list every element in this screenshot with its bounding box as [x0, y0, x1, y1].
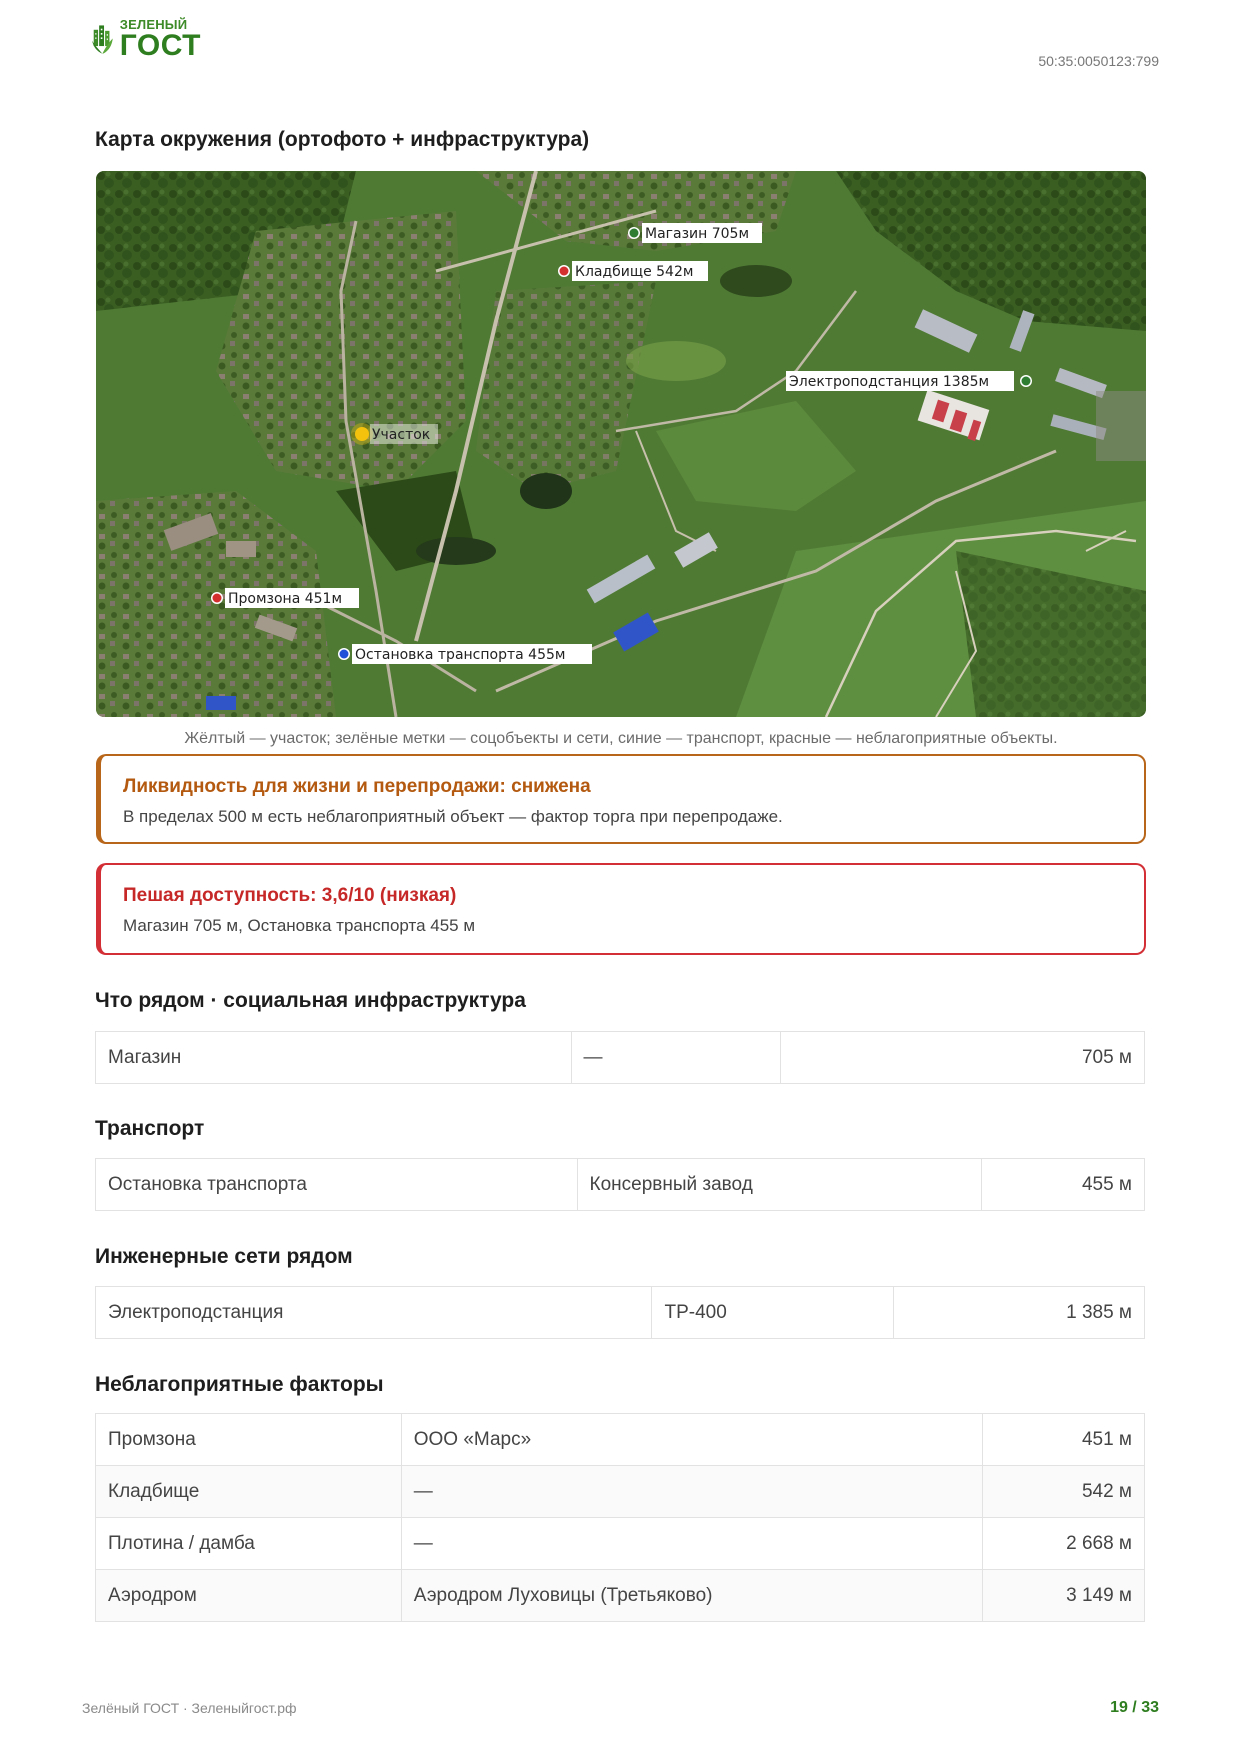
adverse-table — [95, 1413, 1145, 1622]
table-row — [96, 1414, 1145, 1466]
marker-plot[interactable] — [351, 423, 438, 445]
transport-table — [95, 1158, 1145, 1211]
row-detail: — — [401, 1518, 982, 1570]
marker-substation[interactable] — [786, 371, 1032, 391]
row-distance: 705 м — [781, 1032, 1145, 1084]
row-name: Промзона — [96, 1414, 402, 1466]
liquidity-title: Ликвидность для жизни и перепродажи: снижена — [123, 776, 591, 797]
row-detail: — — [401, 1466, 982, 1518]
logo[interactable] — [91, 12, 201, 66]
marker-industrial-zone[interactable] — [211, 588, 359, 608]
marker-transport-stop[interactable] — [338, 644, 592, 664]
marker-label-cemetery: Кладбище 542м — [575, 264, 694, 280]
social-table — [95, 1031, 1145, 1084]
table-row — [96, 1287, 1145, 1339]
row-detail: ТР-400 — [652, 1287, 894, 1339]
row-name: Аэродром — [96, 1570, 402, 1622]
walkability-title: Пешая доступность: 3,6/10 (низкая) — [123, 885, 457, 906]
walkability-callout — [96, 863, 1146, 955]
utilities-table — [95, 1286, 1145, 1339]
marker-label-transport-stop: Остановка транспорта 455м — [355, 647, 566, 663]
table-row — [96, 1518, 1145, 1570]
row-detail: — — [571, 1032, 781, 1084]
social-section-title: Что рядом · социальная инфраструктура — [95, 989, 526, 1012]
building-leaf-icon — [91, 12, 114, 66]
liquidity-text: В пределах 500 м есть неблагоприятный объект — фактор торга при перепродаже. — [123, 807, 783, 826]
row-distance: 3 149 м — [983, 1570, 1145, 1622]
table-row — [96, 1570, 1145, 1622]
row-name: Кладбище — [96, 1466, 402, 1518]
table-row — [96, 1466, 1145, 1518]
walkability-text: Магазин 705 м, Остановка транспорта 455 м — [123, 916, 476, 935]
page-header — [0, 0, 1241, 110]
row-name: Электроподстанция — [96, 1287, 652, 1339]
logo-line1: ЗЕЛЕНЫЙ — [119, 16, 188, 32]
table-row — [96, 1159, 1145, 1211]
orthophoto-map — [96, 171, 1146, 717]
marker-label-substation: Электроподстанция 1385м — [789, 374, 990, 390]
liquidity-callout — [96, 754, 1146, 844]
footer-brand: Зелёный ГОСТ · Зеленыйгост.рф — [82, 1700, 297, 1716]
marker-label-industrial-zone: Промзона 451м — [228, 591, 343, 607]
row-detail: Консервный завод — [577, 1159, 982, 1211]
row-name: Магазин — [96, 1032, 572, 1084]
marker-label-plot: Участок — [372, 427, 431, 443]
transport-section-title: Транспорт — [95, 1117, 205, 1140]
row-name: Остановка транспорта — [96, 1159, 578, 1211]
utilities-section-title: Инженерные сети рядом — [95, 1245, 353, 1268]
row-distance: 542 м — [983, 1466, 1145, 1518]
page-number: 19 / 33 — [1110, 1699, 1159, 1716]
logo-line2: ГОСТ — [119, 28, 201, 62]
cadastral-number: 50:35:0050123:799 — [1038, 53, 1159, 69]
row-name: Плотина / дамба — [96, 1518, 402, 1570]
table-row — [96, 1032, 1145, 1084]
marker-cemetery[interactable] — [558, 261, 708, 281]
row-distance: 1 385 м — [894, 1287, 1145, 1339]
row-distance: 455 м — [982, 1159, 1145, 1211]
surroundings-map[interactable] — [96, 171, 1146, 717]
map-legend-caption: Жёлтый — участок; зелёные метки — соцобъекты и сети, синие — транспорт, красные — неблагоприятные объекты. — [184, 730, 1058, 747]
adverse-section-title: Неблагоприятные факторы — [95, 1373, 384, 1396]
marker-label-shop: Магазин 705м — [645, 226, 750, 242]
row-distance: 2 668 м — [983, 1518, 1145, 1570]
row-detail: ООО «Марс» — [401, 1414, 982, 1466]
row-distance: 451 м — [983, 1414, 1145, 1466]
map-section-title: Карта окружения (ортофото + инфраструктура) — [95, 128, 590, 151]
marker-shop[interactable] — [628, 223, 762, 243]
row-detail: Аэродром Луховицы (Третьяково) — [401, 1570, 982, 1622]
